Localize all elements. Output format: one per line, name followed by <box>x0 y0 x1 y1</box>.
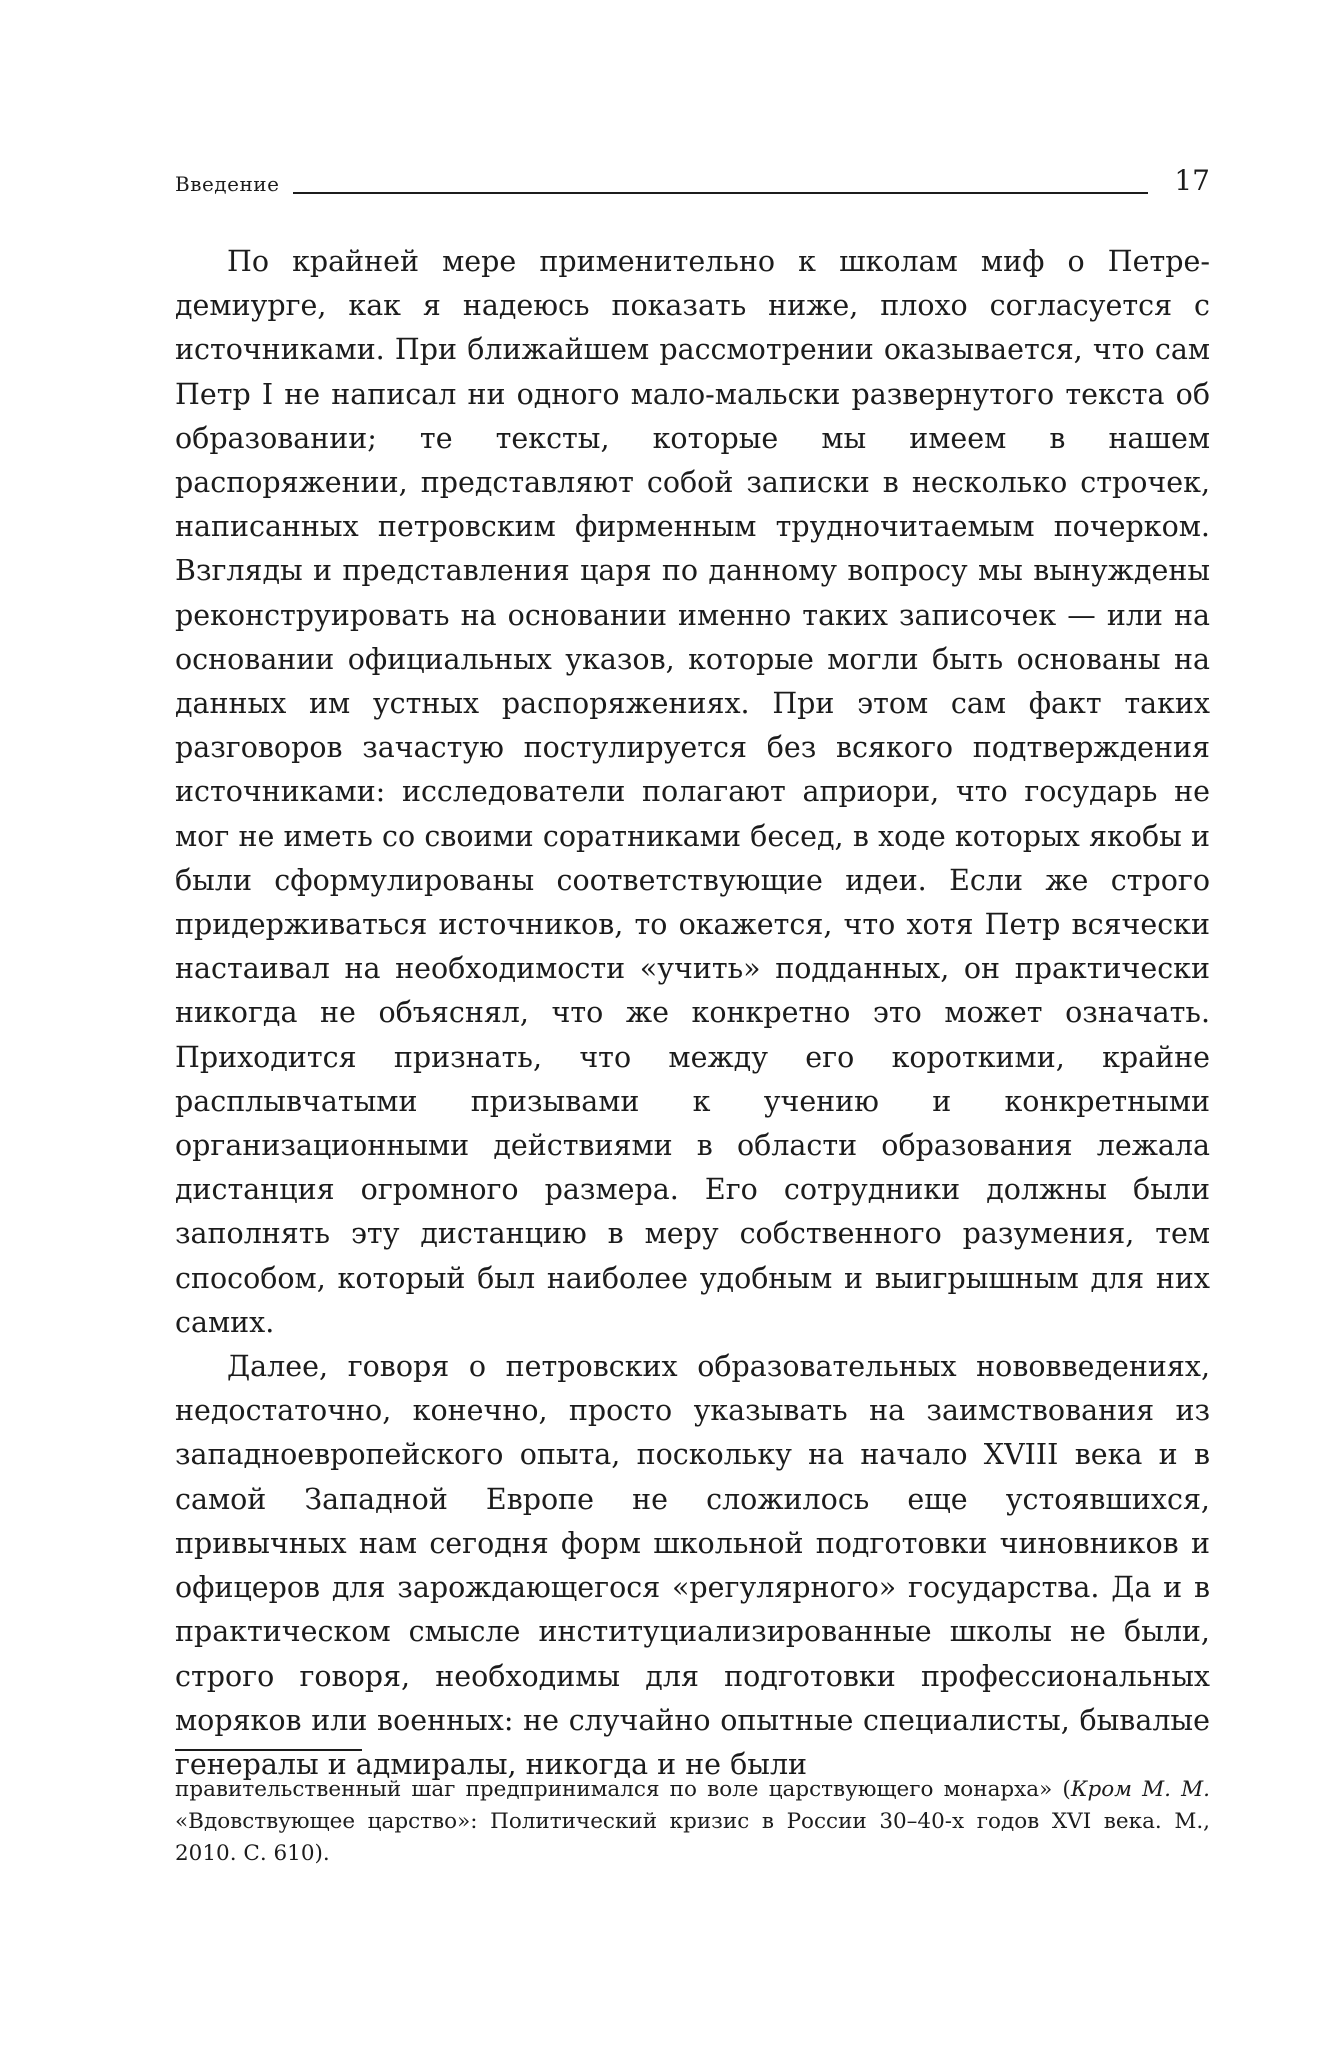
header-rule <box>293 192 1148 194</box>
paragraph-1: По крайней мере применительно к школам миф о Петре-демиурге, как я надеюсь показать ниже, плохо согласуется с источниками. При ближайшем рассмотрении оказывается, что сам Петр I не написал ни одного мало-мальски развернутого текста об образовании; те тексты, которые мы имеем в нашем распоряжении, представляют собой записки в несколько строчек, написанных петровским фирменным трудночитаемым почерком. Взгляды и представления царя по данному вопросу мы вынуждены реконструировать на основании именно таких записочек — или на основании официальных указов, которые могли быть основаны на данных им устных распоряжениях. При этом сам факт таких разговоров зачастую постулируется без всякого подтверждения источниками: исследователи полагают априори, что государь не мог не иметь со своими соратниками бесед, в ходе которых якобы и были сформулированы соответствующие идеи. Если же строго придерживаться источников, то окажется, что хотя Петр всячески настаивал на необходимости «учить» подданных, он практически никогда не объяснял, что же конкретно это может означать. Приходится признать, что между его короткими, крайне расплывчатыми призывами к учению и конкретными организационными действиями в области образования лежала дистанция огромного размера. Его сотрудники должны были заполнять эту дистанцию в меру собственного разумения, тем способом, который был наиболее удобным и выигрышным для них самих. <box>175 245 1210 1339</box>
footnote-text-end: «Вдовствующее царство»: Политический кризис в России 30–40-х годов XVI века. М., 2010. С. 610). <box>175 1809 1210 1866</box>
main-text <box>175 240 1210 1787</box>
footnote-text-start: правительственный шаг предпринимался по воле царствующего монарха» ( <box>175 1777 1071 1802</box>
running-header <box>175 164 1210 208</box>
page-number: 17 <box>1174 164 1210 197</box>
footnote <box>175 1774 1210 1870</box>
section-title: Введение <box>175 172 280 196</box>
paragraph-2: Далее, говоря о петровских образовательных нововведениях, недостаточно, конечно, просто указывать на заимствования из западноевропейского опыта, поскольку на начало XVIII века и в самой Западной Европе не сложилось еще устоявшихся, привычных нам сегодня форм школьной подготовки чиновников и офицеров для зарождающегося «регулярного» государства. Да и в практическом смысле институциализированные школы не были, строго говоря, необходимы для подготовки профессиональных моряков или военных: не случайно опытные специалисты, бывалые генералы и адмиралы, никогда и не были <box>175 1350 1210 1781</box>
footnote-author: Кром М. М. <box>1070 1777 1210 1802</box>
footnote-rule <box>175 1749 362 1751</box>
